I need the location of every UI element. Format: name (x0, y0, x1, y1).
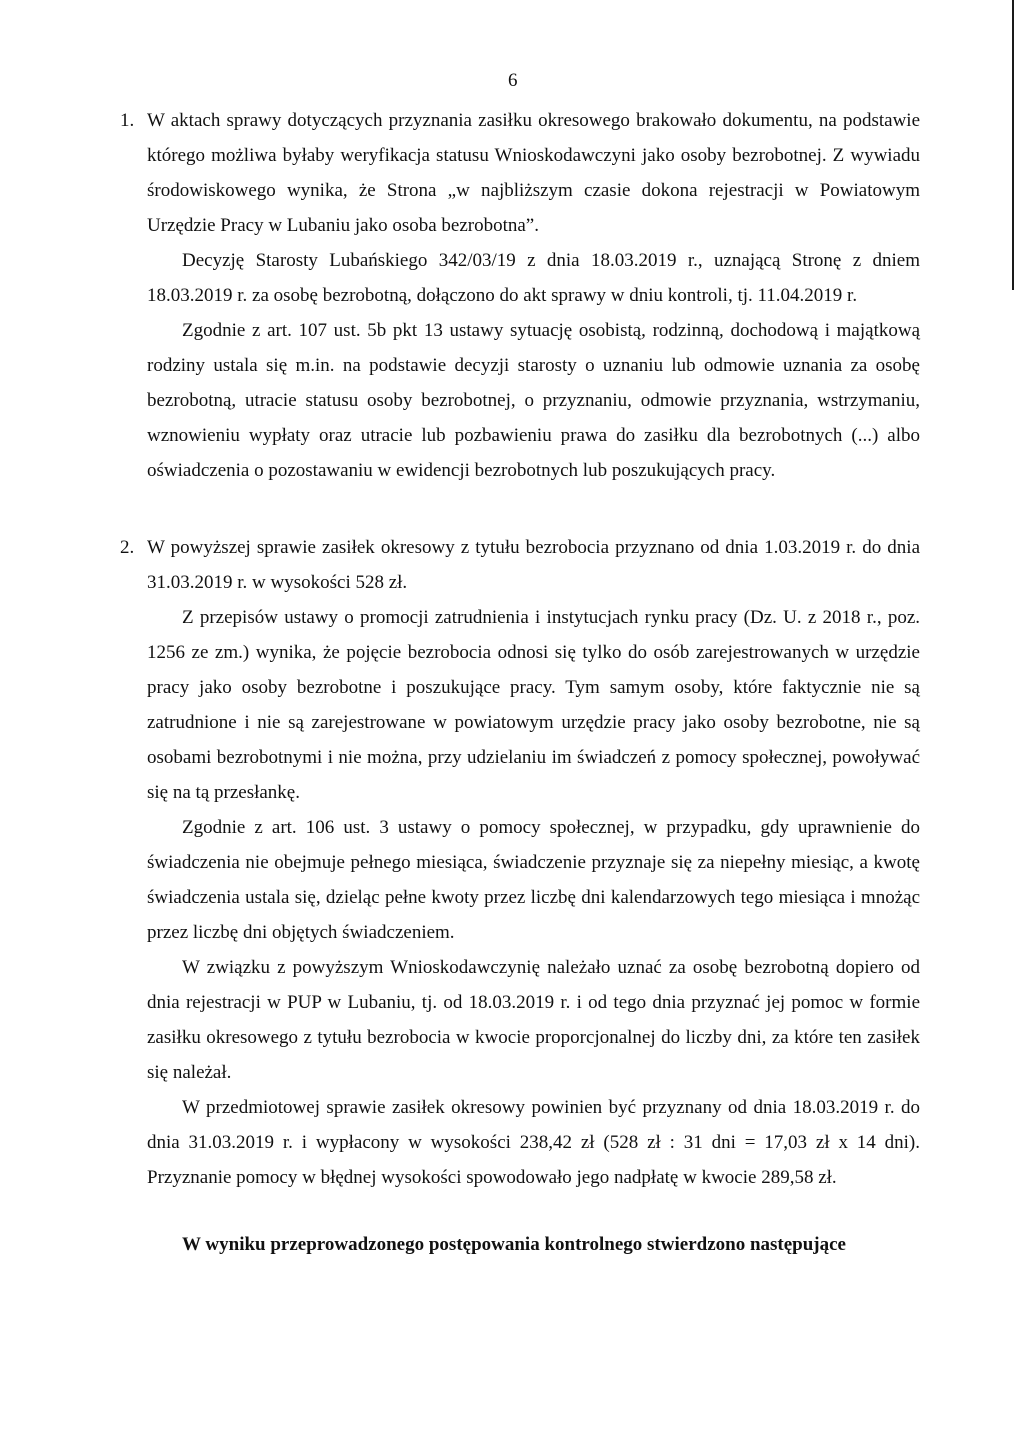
section-2-paragraph-2: Z przepisów ustawy o promocji zatrudnienia i instytucjach rynku pracy (Dz. U. z 2018 r., poz. 1256 ze zm.) wynika, że pojęcie bezrobocia odnosi się tylko do osób zarejestrowanych w urzędzie pracy jako osoby bezrobotne i poszukujące pracy. Tym samym osoby, które faktycznie nie są zatrudnione i nie są zarejestrowane w powiatowym urzędzie pracy jako osoby bezrobotne, nie są osobami bezrobotnymi i nie można, przy udzielaniu im świadczeń z pomocy społecznej, powoływać się na tą przesłankę. (147, 607, 920, 803)
page-number: 6 (508, 70, 518, 91)
section-2 (120, 530, 920, 1195)
section-2-body (147, 530, 920, 1195)
section-1-paragraph-3: Zgodnie z art. 107 ust. 5b pkt 13 ustawy sytuację osobistą, rodzinną, dochodową i majątkową rodziny ustala się m.in. na podstawie decyzji starosty o uznaniu lub odmowie uznania za osobę bezrobotną, utracie statusu osoby bezrobotnej, o przyznaniu, odmowie przyznania, wstrzymaniu, wznowieniu wypłaty oraz utracie lub pozbawieniu prawa do zasiłku dla bezrobotnych (...) albo oświadczenia o pozostawaniu w ewidencji bezrobotnych lub poszukujących pracy. (147, 320, 920, 481)
section-2-paragraph-1: W powyższej sprawie zasiłek okresowy z tytułu bezrobocia przyznano od dnia 1.03.2019 r. do dnia 31.03.2019 r. w wysokości 528 zł. (147, 537, 920, 593)
section-2-paragraph-5: W przedmiotowej sprawie zasiłek okresowy powinien być przyznany od dnia 18.03.2019 r. do dnia 31.03.2019 r. i wypłacony w wysokości 238,42 zł (528 zł : 31 dni = 17,03 zł x 14 dni). Przyznanie pomocy w błędnej wysokości spowodowało jego nadpłatę w kwocie 289,58 zł. (147, 1097, 920, 1188)
heading-gap (120, 1195, 920, 1227)
section-1-number: 1. (120, 110, 135, 131)
section-1 (120, 103, 920, 488)
document-body (120, 103, 920, 1262)
conclusion-heading: W wyniku przeprowadzonego postępowania kontrolnego stwierdzono następujące (182, 1234, 846, 1255)
section-2-number: 2. (120, 537, 135, 558)
section-1-paragraph-2: Decyzję Starosty Lubańskiego 342/03/19 z dnia 18.03.2019 r., uznającą Stronę z dniem 18.03.2019 r. za osobę bezrobotną, dołączono do akt sprawy w dniu kontroli, tj. 11.04.2019 r. (147, 250, 920, 306)
page-edge-line (1012, 0, 1014, 290)
section-2-paragraph-3: Zgodnie z art. 106 ust. 3 ustawy o pomocy społecznej, w przypadku, gdy uprawnienie do świadczenia nie obejmuje pełnego miesiąca, świadczenie przyznaje się za niepełny miesiąc, a kwotę świadczenia ustala się, dzieląc pełne kwoty przez liczbę dni kalendarzowych tego miesiąca i mnożąc przez liczbę dni objętych świadczeniem. (147, 817, 920, 943)
section-2-paragraph-4: W związku z powyższym Wnioskodawczynię należało uznać za osobę bezrobotną dopiero od dnia rejestracji w PUP w Lubaniu, tj. od 18.03.2019 r. i od tego dnia przyznać jej pomoc w formie zasiłku okresowego z tytułu bezrobocia w kwocie proporcjonalnej do liczby dni, za które ten zasiłek się należał. (147, 957, 920, 1083)
section-1-paragraph-1: W aktach sprawy dotyczących przyznania zasiłku okresowego brakowało dokumentu, na podstawie którego możliwa byłaby weryfikacja statusu Wnioskodawczyni jako osoby bezrobotnej. Z wywiadu środowiskowego wynika, że Strona „w najbliższym czasie dokona rejestracji w Powiatowym Urzędzie Pracy w Lubaniu jako osoba bezrobotna”. (147, 110, 920, 236)
section-gap (120, 488, 920, 530)
section-1-body (147, 103, 920, 488)
